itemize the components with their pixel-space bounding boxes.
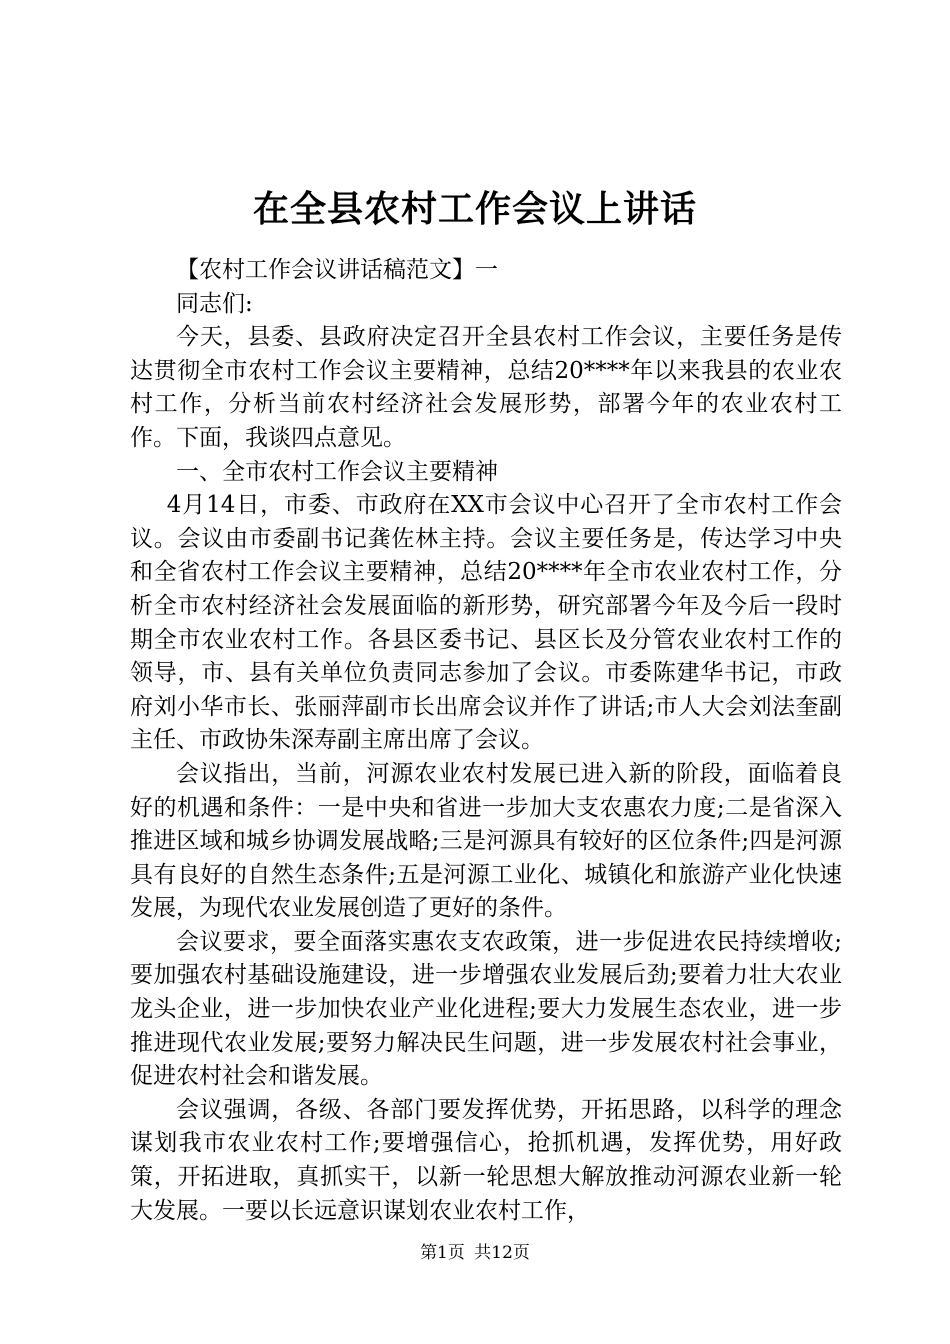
paragraph-intro: 今天，县委、县政府决定召开全县农村工作会议，主要任务是传达贯彻全市农村工作会议主要精神，总结20****年以来我县的农业农村工作，分析当前农村经济社会发展形势，部署今年的农业农村工作。下面，我谈四点意见。	[130, 324, 842, 451]
paragraph-heading-sample: 【农村工作会议讲话稿范文】一	[176, 257, 498, 283]
page-footer	[0, 1238, 950, 1263]
paragraph-meeting-requirements: 会议要求，要全面落实惠农支农政策，进一步促进农民持续增收;要加强农村基础设施建设，进一步增强农业发展后劲;要着力壮大农业龙头企业，进一步加快农业产业化进程;要大力发展生态农业，进一步推进现代农业发展;要努力解决民生问题，进一步发展农村社会事业，促进农村社会和谐发展。	[130, 928, 842, 1090]
document-body	[130, 254, 842, 1228]
page-total: 共12页	[474, 1243, 530, 1263]
page-number: 第1页	[420, 1243, 465, 1263]
section-heading-1: 一、全市农村工作会议主要精神	[176, 458, 498, 485]
paragraph-salutation: 同志们:	[176, 290, 253, 317]
paragraph-meeting-emphasis: 会议强调，各级、各部门要发挥优势，开拓思路，以科学的理念谋划我市农业农村工作;要增强信心，抢抓机遇，发挥优势，用好政策，开拓进取，真抓实干，以新一轮思想大解放推动河源农业新一轮大发展。一要以长远意识谋划农业农村工作，	[130, 1096, 842, 1224]
paragraph-meeting-points: 会议指出，当前，河源农业农村发展已进入新的阶段，面临着良好的机遇和条件：一是中央和省进一步加大支农惠农力度;二是省深入推进区域和城乡协调发展战略;三是河源具有较好的区位条件;四是河源具有良好的自然生态条件;五是河源工业化、城镇化和旅游产业化快速发展，为现代农业发展创造了更好的条件。	[130, 760, 842, 922]
paragraph-meeting-summary: 4月14日，市委、市政府在XX市会议中心召开了全市农村工作会议。会议由市委副书记龚佐林主持。会议主要任务是，传达学习中央和全省农村工作会议主要精神，总结20****年全市农业农村工作，分析全市农村经济社会发展面临的新形势，研究部署今年及今后一段时期全市农业农村工作。各县区委书记、县区长及分管农业农村工作的领导，市、县有关单位负责同志参加了会议。市委陈建华书记，市政府刘小华市长、张丽萍副市长出席会议并作了讲话;市人大会刘法奎副主任、市政协朱深寿副主席出席了会议。	[130, 492, 842, 754]
document-title: 在全县农村工作会议上讲话	[252, 189, 697, 230]
